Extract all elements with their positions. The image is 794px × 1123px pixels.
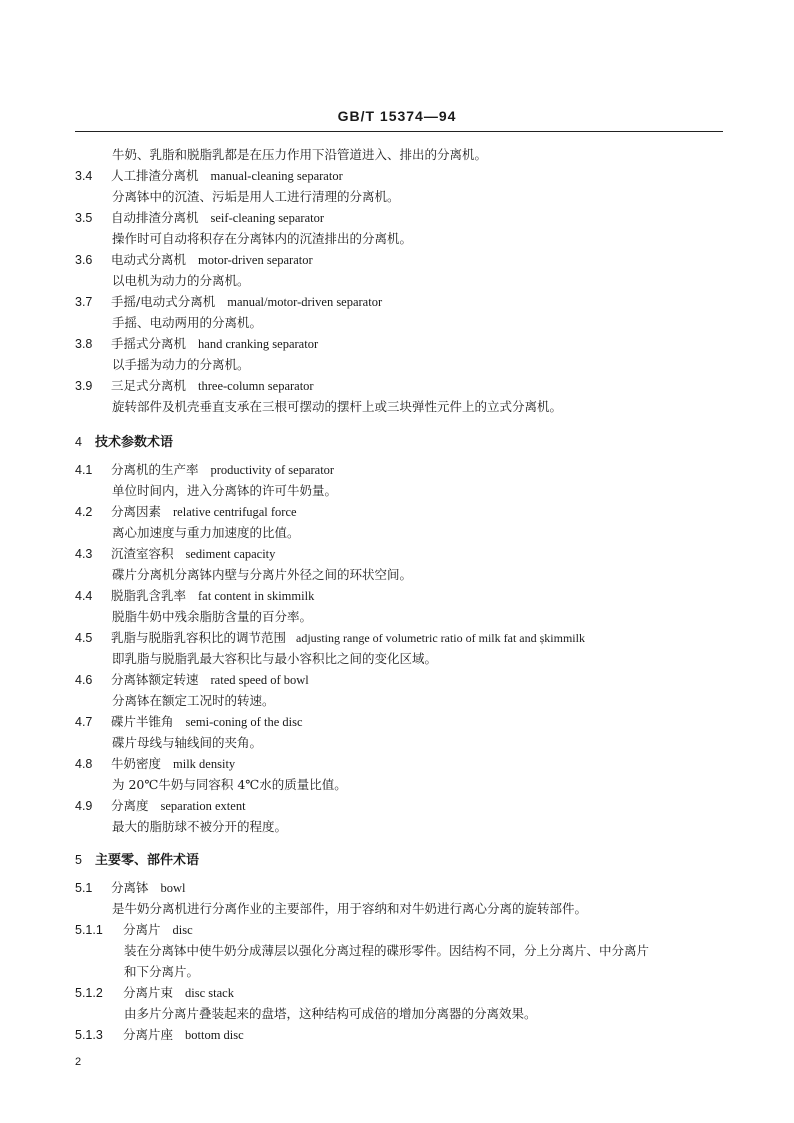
term-en: semi-coning of the disc bbox=[185, 715, 303, 729]
term-zh: 手摇式分离机 bbox=[111, 336, 187, 351]
header-rule bbox=[75, 131, 723, 132]
definition-4-7: 碟片母线与轴线间的夹角。 bbox=[112, 735, 263, 750]
term-zh: 人工排渣分离机 bbox=[111, 168, 199, 183]
term-5-1 bbox=[75, 880, 186, 896]
term-zh: 电动式分离机 bbox=[111, 252, 187, 267]
term-number: 3.6 bbox=[75, 253, 93, 267]
term-en: separation extent bbox=[160, 799, 246, 813]
term-en: fat content in skimmilk bbox=[198, 589, 315, 603]
term-en: manual-cleaning separator bbox=[210, 169, 343, 183]
term-number: 3.5 bbox=[75, 211, 93, 225]
term-en: productivity of separator bbox=[210, 463, 335, 477]
term-number: 3.9 bbox=[75, 379, 93, 393]
section-5-heading bbox=[75, 849, 199, 868]
intro-continuation-text: 牛奶、乳脂和脱脂乳都是在压力作用下沿管道进入、排出的分离机。 bbox=[112, 147, 488, 162]
definition-3-5: 操作时可自动将积存在分离钵内的沉渣排出的分离机。 bbox=[112, 231, 413, 246]
definition-5-1-1-continued: 和下分离片。 bbox=[124, 964, 200, 979]
term-number: 3.8 bbox=[75, 337, 93, 351]
term-en: motor-driven separator bbox=[198, 253, 313, 267]
term-zh: 分离度 bbox=[111, 798, 149, 813]
term-en: hand cranking separator bbox=[198, 337, 319, 351]
term-en: disc stack bbox=[185, 986, 234, 1000]
term-5-1-3 bbox=[75, 1027, 244, 1043]
term-number: 5.1.2 bbox=[75, 986, 103, 1000]
term-4-9 bbox=[75, 798, 246, 814]
definition-5-1-2: 由多片分离片叠装起来的盘塔，这种结构可成倍的增加分离器的分离效果。 bbox=[124, 1006, 537, 1021]
definition-3-8: 以手摇为动力的分离机。 bbox=[112, 357, 250, 372]
term-number: 4.9 bbox=[75, 799, 93, 813]
term-en: disc bbox=[172, 923, 193, 937]
term-zh: 碟片半锥角 bbox=[111, 714, 174, 729]
term-4-1 bbox=[75, 462, 334, 478]
term-number: 4.5 bbox=[75, 631, 93, 645]
term-zh: 三足式分离机 bbox=[111, 378, 187, 393]
term-number: 5.1 bbox=[75, 881, 93, 895]
term-zh: 分离片座 bbox=[123, 1027, 174, 1042]
term-en: milk density bbox=[173, 757, 236, 771]
term-zh: 分离片 bbox=[123, 922, 161, 937]
definition-4-9: 最大的脂肪球不被分开的程度。 bbox=[112, 819, 288, 834]
definition-3-7: 手摇、电动两用的分离机。 bbox=[112, 315, 263, 330]
definition-4-4: 脱脂牛奶中残余脂肪含量的百分率。 bbox=[112, 609, 313, 624]
term-en: bottom disc bbox=[185, 1028, 244, 1042]
term-en: three-column separator bbox=[198, 379, 314, 393]
term-zh: 自动排渣分离机 bbox=[111, 210, 199, 225]
term-zh: 分离钵 bbox=[111, 880, 149, 895]
page-number: 2 bbox=[75, 1056, 82, 1068]
term-en: sediment capacity bbox=[185, 547, 276, 561]
section-title: 主要零、部件术语 bbox=[95, 853, 200, 868]
term-4-3 bbox=[75, 546, 275, 562]
term-3-8 bbox=[75, 336, 318, 352]
term-4-4 bbox=[75, 588, 314, 604]
definition-4-1: 单位时间内，进入分离钵的许可牛奶量。 bbox=[112, 483, 338, 498]
section-number: 4 bbox=[75, 435, 82, 449]
term-zh: 乳脂与脱脂乳容积比的调节范围 bbox=[111, 630, 287, 645]
term-number: 3.4 bbox=[75, 169, 93, 183]
term-number: 4.4 bbox=[75, 589, 93, 603]
term-3-7 bbox=[75, 294, 382, 310]
term-number: 4.7 bbox=[75, 715, 93, 729]
term-3-6 bbox=[75, 252, 313, 268]
definition-4-3: 碟片分离机分离钵内壁与分离片外径之间的环状空间。 bbox=[112, 567, 413, 582]
term-4-6 bbox=[75, 672, 309, 688]
definition-3-4: 分离钵中的沉渣、污垢是用人工进行清理的分离机。 bbox=[112, 189, 400, 204]
term-number: 4.2 bbox=[75, 505, 93, 519]
term-number: 3.7 bbox=[75, 295, 93, 309]
term-5-1-1 bbox=[75, 922, 193, 938]
term-5-1-2 bbox=[75, 985, 234, 1001]
term-zh: 分离因素 bbox=[111, 504, 162, 519]
term-3-4 bbox=[75, 168, 343, 184]
section-title: 技术参数术语 bbox=[95, 435, 174, 450]
term-zh: 牛奶密度 bbox=[111, 756, 162, 771]
term-en: relative centrifugal force bbox=[173, 505, 297, 519]
definition-4-6: 分离钵在额定工况时的转速。 bbox=[112, 693, 275, 708]
term-4-7 bbox=[75, 714, 303, 730]
definition-3-6: 以电机为动力的分离机。 bbox=[112, 273, 250, 288]
term-number: 5.1.3 bbox=[75, 1028, 103, 1042]
term-3-9 bbox=[75, 378, 314, 394]
definition-3-9: 旋转部件及机壳垂直支承在三根可摆动的摆杆上或三块弹性元件上的立式分离机。 bbox=[112, 399, 563, 414]
term-zh: 手摇/电动式分离机 bbox=[111, 294, 216, 309]
term-number: 4.1 bbox=[75, 463, 93, 477]
term-zh: 沉渣室容积 bbox=[111, 546, 174, 561]
term-en: rated speed of bowl bbox=[210, 673, 309, 687]
term-4-8 bbox=[75, 756, 235, 772]
term-4-5 bbox=[75, 630, 585, 646]
term-en: bowl bbox=[160, 881, 186, 895]
definition-5-1: 是牛奶分离机进行分离作业的主要部件，用于容纳和对牛奶进行离心分离的旋转部件。 bbox=[112, 901, 588, 916]
term-zh: 分离机的生产率 bbox=[111, 462, 199, 477]
definition-4-2: 离心加速度与重力加速度的比值。 bbox=[112, 525, 300, 540]
term-4-2 bbox=[75, 504, 297, 520]
definition-4-5: 即乳脂与脱脂乳最大容积比与最小容积比之间的变化区域。 bbox=[112, 651, 438, 666]
page-header-standard-code: GB/T 15374—94 bbox=[337, 108, 457, 124]
definition-5-1-1: 装在分离钵中使牛奶分成薄层以强化分离过程的碟形零件。因结构不同，分上分离片、中分离片 bbox=[124, 943, 650, 958]
term-en: seif-cleaning separator bbox=[210, 211, 324, 225]
section-4-heading bbox=[75, 431, 173, 450]
term-3-5 bbox=[75, 210, 324, 226]
section-number: 5 bbox=[75, 853, 82, 867]
term-zh: 分离钵额定转速 bbox=[111, 672, 199, 687]
term-zh: 脱脂乳含乳率 bbox=[111, 588, 187, 603]
term-number: 4.8 bbox=[75, 757, 93, 771]
term-number: 5.1.1 bbox=[75, 923, 103, 937]
term-zh: 分离片束 bbox=[123, 985, 174, 1000]
term-en: manual/motor-driven separator bbox=[227, 295, 383, 309]
term-en: adjusting range of volumetric ratio of milk fat and șkimmilk bbox=[296, 631, 585, 645]
term-number: 4.3 bbox=[75, 547, 93, 561]
term-number: 4.6 bbox=[75, 673, 93, 687]
definition-4-8: 为 20℃牛奶与同容积 4℃水的质量比值。 bbox=[112, 777, 347, 792]
